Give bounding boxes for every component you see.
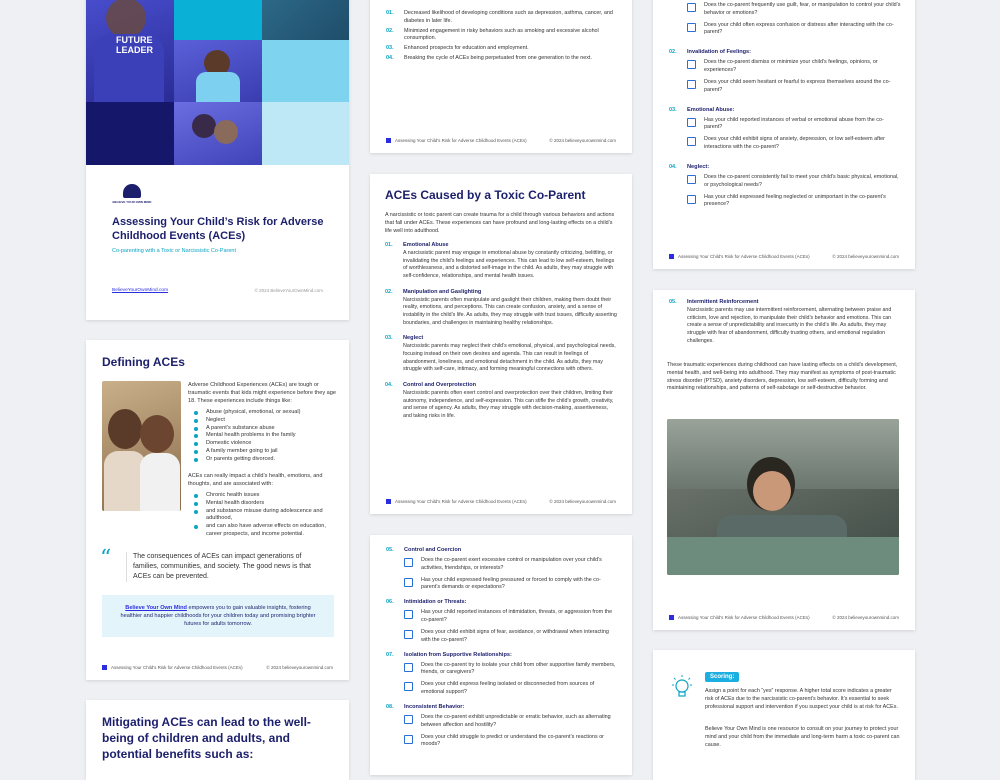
defining-heading: Defining ACEs: [102, 355, 185, 369]
section: 04. Neglect: Does the co-parent consistently fail to meet your child’s basic physical, emotional, or psychological needs? Has your child expressed feeling neglected or unimportant in the co-parent’s presence?: [669, 164, 901, 209]
checklist-item: Has your child expressed feeling pressured or forced to comply with the co-parent’s demands or expectations?: [404, 577, 618, 593]
checkbox[interactable]: [687, 137, 696, 146]
checkbox[interactable]: [687, 118, 696, 127]
checklist-item: Does your child express feeling isolated or disconnected from sources of emotional support?: [404, 681, 618, 697]
section: 03. Emotional Abuse: Has your child reported instances of verbal or emotional abuse from the co-parent? Does your child exhibit signs of anxiety, depression, or low self-esteem after interactions with the co-parent?: [669, 107, 901, 152]
page-footer: Assessing Your Child's Risk for Adverse Childhood Events (ACEs) © 2024 believeyourownmind.com: [669, 615, 899, 620]
section: 04. Control and Overprotection Narcissistic parents often exert control and overprotection over their children, limiting their autonomy, independence, and self-expression. This can stifle the child’s growth, creativity, and sense of agency. As adults, they may struggle with decision-making, assertiveness, and taking risks in life.: [385, 382, 614, 420]
list-item: and substance misuse during adolescence and adulthood,: [194, 508, 334, 524]
children-photo: [102, 381, 181, 511]
scoring-text-2: Believe Your Own Mind is one resource to consult on your journey to protect your mind and your child from the immediate and long-term harm a toxic co-parent can cause.: [705, 726, 900, 748]
section: 03. Neglect Narcissistic parents may neglect their child’s emotional, physical, and psychological needs, focusing instead on their own desires and agenda. This can result in feelings of abandonment, loneliness, and emotional detachment in the child. As adults, they may struggle with self-care, intimacy, and forming meaningful connections with others.: [385, 335, 616, 373]
caused-sections: [385, 234, 618, 421]
cover-page: [86, 0, 349, 320]
checklist2-sections: [386, 541, 618, 749]
checkbox[interactable]: [404, 715, 413, 724]
list-item: Chronic health issues: [194, 492, 334, 500]
quote-icon: “: [100, 546, 112, 571]
section: 05. Control and Coercion Does the co-parent exert excessive control or manipulation over your child’s activities, friendships, or interests? Has your child expressed feeling pressured or forced to comply with the co-parent’s demands or expectations?: [386, 547, 618, 592]
checklist-page-2: [370, 535, 632, 775]
checklist-item: Does the co-parent exhibit unpredictable or erratic behavior, such as alternating between affection and hostility?: [404, 714, 618, 730]
list-item: Mental health disorders: [194, 500, 334, 508]
logo-text: BELIEVE YOUR OWN MIND: [112, 200, 152, 204]
benefits-list: [386, 10, 616, 63]
checklist-item: Has your child expressed feeling neglected or unimportant in the co-parent’s presence?: [687, 194, 901, 210]
list-item: and can also have adverse effects on education, career prospects, and income potential.: [194, 523, 334, 539]
benefits-page: [370, 0, 632, 153]
callout-brand[interactable]: Believe Your Own Mind: [125, 605, 187, 611]
checkbox[interactable]: [687, 3, 696, 12]
checkbox[interactable]: [404, 682, 413, 691]
checklist-item: Does the co-parent dismiss or minimize your child’s feelings, opinions, or experiences?: [687, 59, 901, 75]
section: 02. Manipulation and Gaslighting Narcissistic parents often manipulate and gaslight their children, making them doubt their reality, emotions, and perceptions. This can create confusion, anxiety, and a sense of instability in the child’s life. As adults, they may struggle with trust issues, difficulty asserting boundaries, and challenges in maintaining healthy relationships.: [385, 288, 617, 326]
checklist-item: Does your child often express confusion or distress after interacting with the co-parent?: [687, 22, 901, 38]
checklist-page-1: [653, 0, 915, 269]
cover-copyright: © 2024 BelieveYourOwnMind.com: [254, 288, 323, 293]
list-item: Mental health problems in the family: [194, 432, 334, 440]
section: 01. Emotional Abuse A narcissistic parent may engage in emotional abuse by constantly criticizing, belittling, or invalidating the child’s feelings and experiences. This can lead to low self-esteem, feelings of worthlessness, and a distorted self-image in the child. As adults, they may struggle with self-confidence, relationships, and mental health issues.: [385, 242, 615, 280]
defining-aces-page: [86, 340, 349, 680]
defining-impact: ACEs can really impact a child’s health, emotions, and thoughts, and are associated with:: [188, 473, 323, 488]
list-item: Domestic violence: [194, 440, 334, 448]
checkbox[interactable]: [687, 195, 696, 204]
page-footer: Assessing Your Child's Risk for Adverse Childhood Events (ACEs) © 2024 believeyourownmind.com: [386, 499, 616, 504]
page-footer: Assessing Your Child's Risk for Adverse Childhood Events (ACEs) © 2024 believeyourownmind.com: [669, 254, 899, 259]
checkbox[interactable]: [404, 630, 413, 639]
cover-photo-boy: [86, 0, 174, 102]
section: 08. Inconsistent Behavior: Does the co-parent exhibit unpredictable or erratic behavior, such as alternating between affection and hostility? Does your child struggle to predict or understand the co-parent’s reactions or moods?: [386, 704, 618, 749]
scoring-label: Scoring:: [705, 672, 739, 682]
checklist-item: Does the co-parent exert excessive control or manipulation over your child’s activities, friendships, or interests?: [404, 557, 618, 573]
checkbox[interactable]: [404, 663, 413, 672]
list-item: Or parents getting divorced.: [194, 456, 334, 464]
cover-link[interactable]: BelieveYourOwnMind.com: [112, 288, 169, 293]
section: 05. Intermittent Reinforcement Narcissistic parents may use intermittent reinforcement, alternating between praise and criticism, love and rejection, to manipulate their child’s behavior and emotions. This can create a sense of unpredictability and insecurity in the child’s life. As adults, they may struggle with fear of abandonment, difficulty trusting others, and emotional regulation challenges.: [669, 299, 892, 344]
checkbox[interactable]: [404, 610, 413, 619]
intermittent-page: [653, 290, 915, 630]
section: 06. Intimidation or Threats: Has your child reported instances of intimidation, threats, or aggression from the co-parent? Does your child exhibit signs of fear, avoidance, or withdrawal when interacting with the co-parent?: [386, 599, 618, 644]
list-item: 01. Decreased likelihood of developing conditions such as depression, asthma, cancer, and diabetes in later life.: [386, 10, 613, 24]
caused-intro: A narcissistic or toxic parent can create trauma for a child through various behaviors and actions that fall under ACEs. These experiences can have profound and long-lasting effects on a child’s life well into adulthood.: [385, 212, 615, 234]
page-footer: Assessing Your Child's Risk for Adverse Childhood Events (ACEs) © 2024 believeyourownmind.com: [386, 138, 616, 143]
cover-photo-text: FUTURE LEADER: [116, 35, 154, 55]
lightbulb-icon: [669, 674, 695, 700]
checkbox[interactable]: [687, 23, 696, 32]
cover-title: Assessing Your Child’s Risk for Adverse Childhood Events (ACEs): [112, 216, 324, 242]
cover-photo-grid: [86, 0, 349, 165]
mitigating-heading: Mitigating ACEs can lead to the well-being of children and adults, and potential benefits such as:: [102, 715, 311, 762]
checkbox[interactable]: [404, 558, 413, 567]
scoring-page: [653, 650, 915, 780]
callout-box: Believe Your Own Mind empowers you to gain valuable insights, fostering healthier and happier childhoods for your children today and promising brighter futures for adults tomorrow.: [102, 595, 334, 637]
section: 07. Isolation from Supportive Relationships: Does the co-parent try to isolate your child from other supportive family members, friends, or caregivers? Does your child express feeling isolated or disconnected from sources of emotional support?: [386, 652, 618, 697]
logo: [112, 184, 152, 204]
checkbox[interactable]: [687, 80, 696, 89]
intermittent-paragraph: These traumatic experiences during childhood can have lasting effects on a child’s development, mental health, and well-being into adulthood. They may manifest as symptoms of post-traumatic stress disorder (PTSD), anxiety disorders, depression, low self-esteem, difficulty forming and maintaining relationships, and patterns of self-sabotage or self-destructive behavior.: [667, 362, 898, 392]
caused-heading: ACEs Caused by a Toxic Co-Parent: [385, 188, 586, 202]
cover-subtitle: Co-parenting with a Toxic or Narcissistic Co-Parent: [112, 248, 236, 254]
checkbox[interactable]: [404, 578, 413, 587]
quote-text: The consequences of ACEs can impact generations of families, communities, and society. The good news is that ACEs can be prevented.: [126, 552, 326, 582]
list-item: 04. Breaking the cycle of ACEs being perpetuated from one generation to the next.: [386, 55, 592, 62]
checkbox[interactable]: [687, 175, 696, 184]
defining-list2: [194, 492, 334, 539]
mitigating-page: [86, 700, 349, 780]
checklist-item: Has your child reported instances of intimidation, threats, or aggression from the co-parent?: [404, 609, 618, 625]
checklist-item: Does your child exhibit signs of anxiety, depression, or low self-esteem after interactions with the co-parent?: [687, 136, 901, 152]
defining-intro: Adverse Childhood Experiences (ACEs) are tough or traumatic events that kids might experience before they age 18. These experiences include things like:: [188, 382, 337, 405]
defining-list1: [194, 409, 334, 464]
list-item: A parent’s substance abuse: [194, 425, 334, 433]
checklist1-content: [669, 2, 901, 209]
checklist-item: Does the co-parent frequently use guilt, fear, or manipulation to control your child’s behavior or emotions?: [687, 2, 901, 18]
list-item: A family member going to jail: [194, 448, 334, 456]
checklist-item: Does the co-parent consistently fail to meet your child’s basic physical, emotional, or psychological needs?: [687, 174, 901, 190]
list-item: 02. Minimized engagement in risky behaviors such as smoking and excessive alcohol consumption.: [386, 27, 599, 42]
section: 02. Invalidation of Feelings: Does the co-parent dismiss or minimize your child’s feelings, opinions, or experiences? Does your child seem hesitant or fearful to express themselves around the co-parent?: [669, 49, 901, 94]
list-item: Abuse (physical, emotional, or sexual): [194, 409, 334, 417]
scoring-text: Assign a point for each “yes” response. A higher total score indicates a greater risk of ACEs due to the narcissistic co-parent’s behavior. It’s essential to seek professional support and intervention if you suspect your child is at risk for ACEs.: [705, 688, 898, 710]
checklist-item: Does the co-parent try to isolate your child from other supportive family members, friends, or caregivers?: [404, 662, 618, 678]
list-item: Neglect: [194, 417, 334, 425]
checkbox[interactable]: [404, 735, 413, 744]
caused-page: [370, 174, 632, 514]
page-footer: Assessing Your Child's Risk for Adverse Childhood Events (ACEs) © 2024 believeyourownmind.com: [102, 665, 333, 670]
checklist-item: Does your child exhibit signs of fear, avoidance, or withdrawal when interacting with the co-parent?: [404, 629, 618, 645]
checklist-item: Has your child reported instances of verbal or emotional abuse from the co-parent?: [687, 117, 901, 133]
checklist-item: Does your child seem hesitant or fearful to express themselves around the co-parent?: [687, 79, 901, 95]
logo-icon: [123, 184, 141, 198]
checklist-item: Does your child struggle to predict or understand the co-parent’s reactions or moods?: [404, 734, 618, 750]
boy-photo: [667, 419, 899, 575]
list-item: 03. Enhanced prospects for education and employment.: [386, 45, 529, 52]
checkbox[interactable]: [687, 60, 696, 69]
